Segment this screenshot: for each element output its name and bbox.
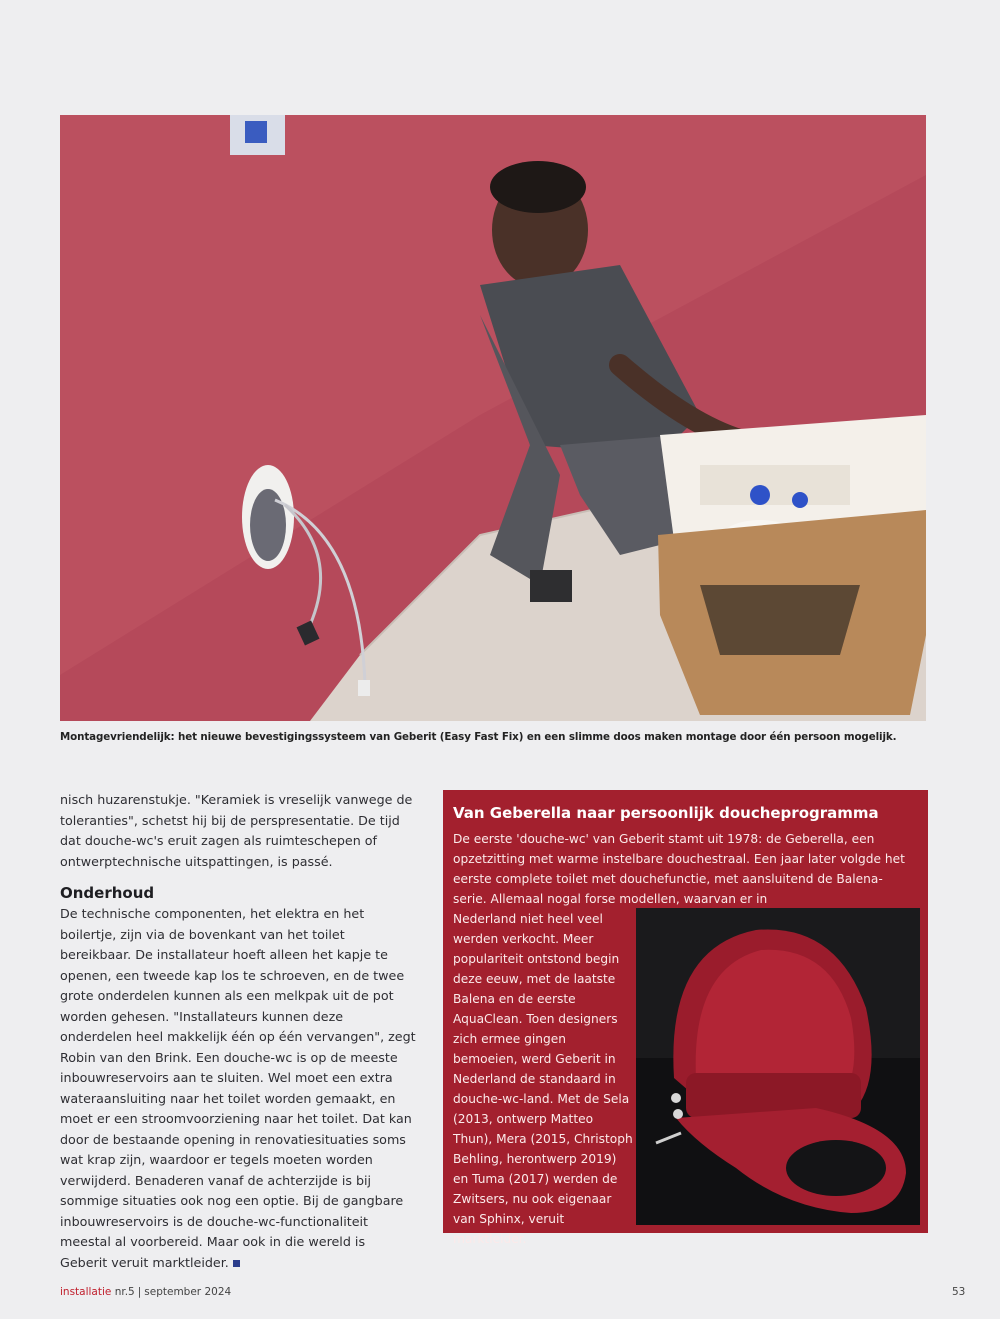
section-heading: Onderhoud <box>60 884 155 902</box>
sidebar-title: Van Geberella naar persoonlijk doucheprogramma <box>453 804 879 822</box>
photo-caption: Montagevriendelijk: het nieuwe bevestigingssysteem van Geberit (Easy Fast Fix) en een slimme doos maken montage door één persoon mogelijk. <box>60 731 897 743</box>
magazine-brand: installatie <box>60 1286 112 1298</box>
toilet-seat-photo <box>636 908 920 1225</box>
sidebar-paragraph-narrow: Nederland niet heel veel werden verkocht. Meer populariteit ontstond begin deze eeuw, met de laatste Balena en de eerste AquaClean. Toen designers zich ermee gingen bemoeien, werd Geberit in Nederland de standaard in douche-wc-land. Met de Sela (2013, ontwerp Matteo Thun), Mera (2015, Christoph Behling, herontwerp 2019) en Tuma (2017) werden de Zwitsers, nu ook eigenaar van Sphinx, veruit marktleider. <box>453 912 633 1246</box>
body-paragraph <box>60 904 416 1273</box>
article-end-mark-icon <box>233 1260 240 1267</box>
article-body <box>60 790 416 1273</box>
toilet-seat-illustration <box>636 908 920 1225</box>
intro-paragraph: nisch huzarenstukje. "Keramiek is vreselijk vanwege de toleranties", schetst hij bij de perspresentatie. De tijd dat douche-wc's eruit zagen als ruimteschepen of ontwerptechnische uitspattingen, is passé. <box>60 792 413 869</box>
sidebar-box <box>443 790 928 1246</box>
issue-number: nr.5 <box>114 1286 135 1298</box>
footer-separator: | <box>137 1286 142 1298</box>
main-photo <box>60 115 926 721</box>
body-paragraph-text: De technische componenten, het elektra en het boilertje, zijn via de bovenkant van het toilet bereikbaar. De installateur hoeft alleen het kapje te openen, een tweede kap los te schroeven, en de twee grote onderdelen kunnen als een melkpak uit de pot worden gehesen. "Installateurs kunnen deze onderdelen heel makkelijk één op één vervangen", zegt Robin van den Brink. Een douche-wc is op de meeste inbouwreservoirs aan te sluiten. Wel moet een extra wateraansluiting naar het toilet worden gemaakt, en moet er een stroomvoorziening naar het toilet. Dat kan door de bestaande opening in renovatiesituaties soms wat krap zijn, waardoor er tegels moeten worden verwijderd. Benaderen vanaf de achterzijde is bij sommige situaties ook nog een optie. Bij de gangbare inbouwreservoirs is de douche-wc-functionaliteit meestal al voorbereid. Maar ook in die wereld is Geberit veruit marktleider. <box>60 906 416 1270</box>
sidebar-paragraph-top: De eerste 'douche-wc' van Geberit stamt uit 1978: de Geberella, een opzetzitting met warme instelbare douchestraal. Een jaar later volgde het eerste complete toilet met douchefunctie, met aansluitend de Balena-serie. Allemaal nogal forse modellen, waarvan er in <box>453 832 905 906</box>
issue-date: september 2024 <box>144 1286 232 1298</box>
page-footer <box>60 1286 231 1298</box>
installer-photo-illustration <box>60 115 926 721</box>
page-number: 53 <box>952 1286 966 1298</box>
